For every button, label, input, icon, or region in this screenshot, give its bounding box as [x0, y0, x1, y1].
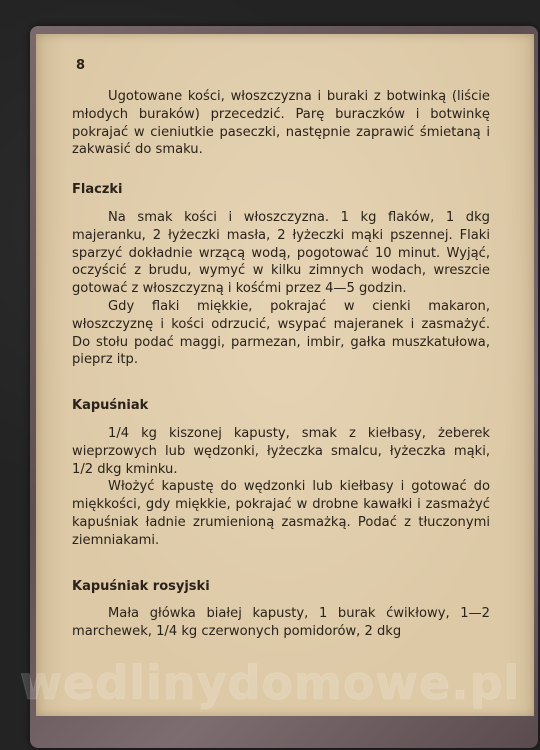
page-number: 8 — [76, 58, 86, 73]
flaczki-paragraph-1: Na smak kości i włoszczyzna. 1 kg flaków, 1 dkg majeranku, 2 łyżeczki masła, 2 łyżeczki mąki pszennej. Flaki sparzyć dokładnie wrzącą wodą, pogotować 10 minut. Wyjąć, oczyścić z brudu, wymyć w kilku zimnych wodach, wreszcie gotować z włoszczyzną i kośćmi przez 4—5 godzin. — [72, 209, 490, 297]
kapusniak-paragraph-1: 1/4 kg kiszonej kapusty, smak z kiełbasy, żeberek wieprzowych lub wędzonki, łyżeczka smalcu, łyżeczka mąki, 1/2 dkg kminku. — [72, 425, 490, 477]
heading-flaczki: Flaczki — [72, 182, 123, 198]
page-content — [72, 54, 490, 641]
heading-kapusniak: Kapuśniak — [72, 398, 149, 414]
kapusniak-paragraph-2: Włożyć kapustę do wędzonki lub kiełbasy i gotować do miękkości, gdy miękkie, pokrajać w drobne kawałki i zasmażyć kapuśniak ładnie zrumienioną zasmażką. Podać z tłuczonymi ziemniakami. — [72, 479, 490, 548]
kapusniak-rosyjski-paragraph-1: Mała główka białej kapusty, 1 burak ćwikłowy, 1—2 marchewek, 1/4 kg czerwonych pomidorów, 2 dkg — [72, 606, 490, 640]
heading-kapusniak-rosyjski: Kapuśniak rosyjski — [72, 578, 210, 594]
intro-paragraph: Ugotowane kości, włoszczyzna i buraki z botwinką (liście młodych buraków) przecedzić. Parę buraczków i botwinkę pokrajać w cieniutkie paseczki, następnie zaprawić śmietaną i zakwasić do smaku. — [72, 89, 490, 158]
flaczki-paragraph-2: Gdy flaki miękkie, pokrajać w cienki makaron, włoszczyznę i kości odrzucić, wsypać majeranek i zasmażyć. Do stołu podać maggi, parmezan, imbir, gałka muszkatułowa, pieprz itp. — [72, 298, 490, 368]
